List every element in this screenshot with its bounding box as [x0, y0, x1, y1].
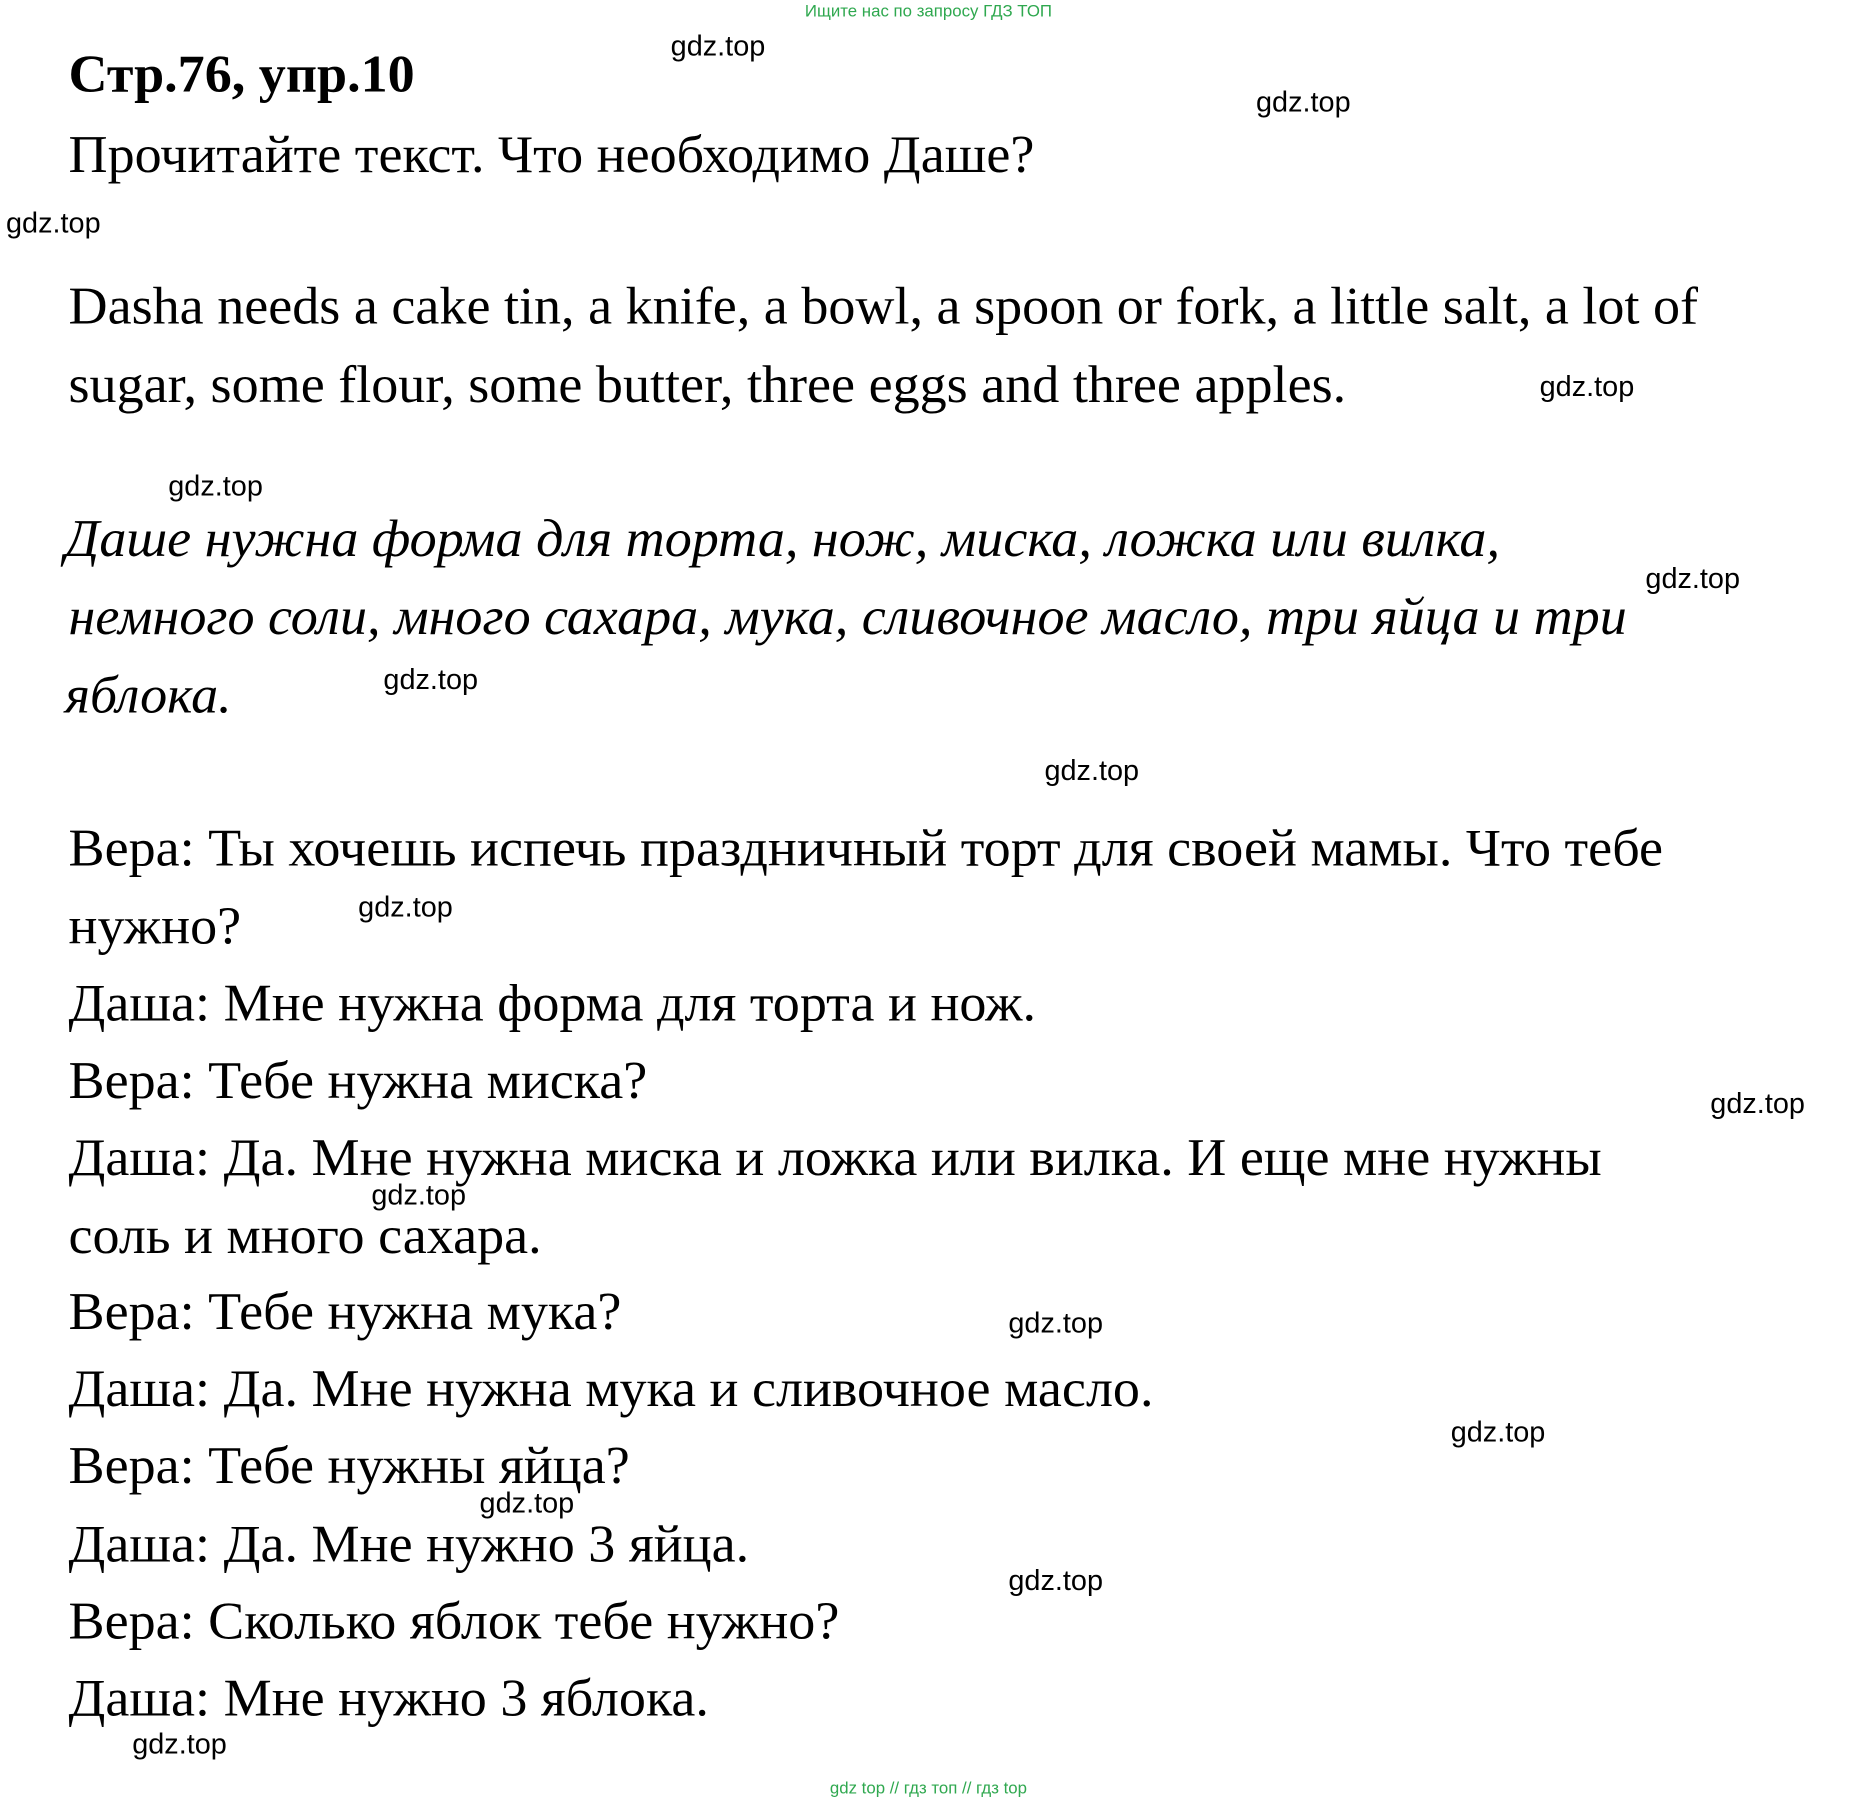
- watermark: gdz.top: [383, 663, 479, 696]
- watermark: gdz.top: [1044, 755, 1140, 788]
- watermark: gdz.top: [479, 1487, 575, 1520]
- english-line: Dasha needs a cake tin, a knife, a bowl, a spoon or fork, a little salt, a lot of: [68, 276, 1699, 336]
- watermark: gdz.top: [371, 1179, 467, 1212]
- dialogue-line: Даша: Мне нужно 3 яблока.: [68, 1667, 709, 1728]
- watermark: gdz.top: [1008, 1307, 1104, 1340]
- watermark: gdz.top: [168, 470, 263, 503]
- watermark: gdz.top: [1710, 1088, 1805, 1121]
- watermark: gdz.top: [1008, 1564, 1104, 1597]
- dialogue-line: Вера: Тебе нужна миска?: [68, 1050, 648, 1110]
- exercise-title: Стр.76, упр.10: [68, 43, 415, 104]
- dialogue-line: Вера: Тебе нужна мука?: [68, 1281, 622, 1341]
- dialogue-line: Даша: Да. Мне нужна мука и сливочное масло.: [68, 1358, 1154, 1418]
- translation-line: немного соли, много сахара, мука, сливочное масло, три яйца и три: [68, 586, 1627, 647]
- watermark: gdz.top: [358, 891, 453, 924]
- task-instruction: Прочитайте текст. Что необходимо Даше?: [68, 124, 1035, 184]
- dialogue-line: Даша: Да. Мне нужно 3 яйца.: [68, 1513, 750, 1574]
- dialogue-line: Даша: Да. Мне нужна миска и ложка или вилка. И еще мне нужны: [68, 1127, 1602, 1187]
- watermark: gdz.top: [132, 1728, 227, 1761]
- dialogue-line: нужно?: [68, 896, 242, 956]
- watermark: gdz.top: [1255, 86, 1351, 119]
- watermark: gdz.top: [1450, 1416, 1546, 1449]
- watermark: gdz.top: [1539, 371, 1635, 404]
- dialogue-line: Вера: Тебе нужны яйца?: [68, 1435, 630, 1495]
- translation-line: Даше нужна форма для торта, нож, миска, ложка или вилка,: [64, 508, 1500, 568]
- dialogue-line: Вера: Сколько яблок тебе нужно?: [68, 1590, 840, 1651]
- english-line: sugar, some flour, some butter, three eggs and three apples.: [68, 354, 1347, 414]
- watermark: gdz.top: [1645, 563, 1741, 596]
- top-banner: Ищите нас по запросу ГДЗ ТОП: [804, 1, 1053, 21]
- translation-line: яблока.: [64, 665, 232, 725]
- dialogue-line: Вера: Ты хочешь испечь праздничный торт для своей мамы. Что тебе: [68, 817, 1664, 878]
- footer-links: gdz top // гдз топ // гдз top: [829, 1778, 1028, 1798]
- watermark: gdz.top: [6, 207, 101, 240]
- dialogue-line: Даша: Мне нужна форма для торта и нож.: [68, 973, 1037, 1033]
- dialogue-line: соль и много сахара.: [68, 1205, 542, 1265]
- watermark: gdz.top: [670, 30, 766, 63]
